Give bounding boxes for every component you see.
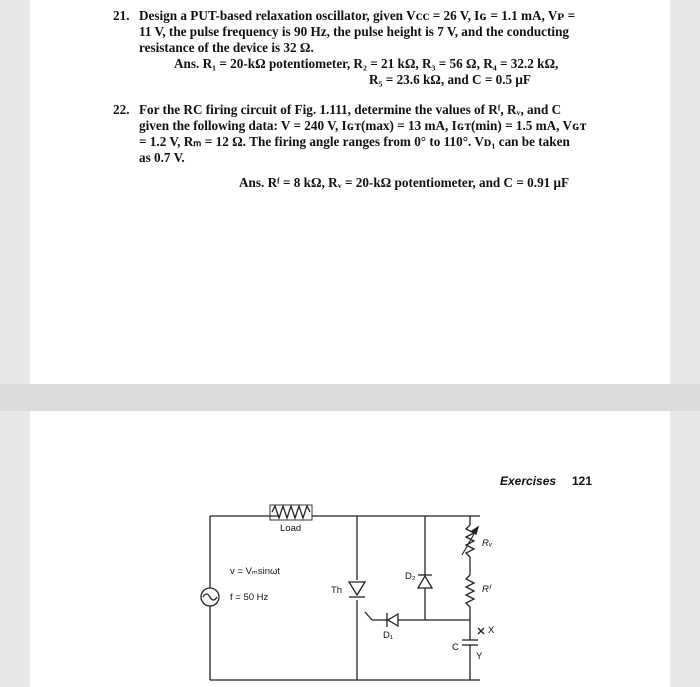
problem-text-line: resistance of the device is 32 Ω. [139,40,314,55]
x-label: X [488,625,495,636]
problem-text-line: 11 V, the pulse frequency is 90 Hz, the pulse height is 7 V, and the conducting [139,24,570,39]
rv-label: Rᵥ [482,538,493,549]
section-title: Exercises [500,474,557,488]
capacitor-label: C [452,642,459,653]
y-label: Y [476,651,483,662]
thyristor-symbol [349,582,365,597]
d1-diode-symbol [387,613,398,627]
problem-text-line: Design a PUT-based relaxation oscillator, given Vᴄᴄ = 26 V, Iɢ = 1.1 mA, Vᴘ = [139,8,576,23]
d2-diode-symbol [418,575,432,588]
d2-label: D₂ [405,571,416,582]
d1-label: D₁ [383,630,394,641]
rf-resistor [466,575,474,607]
problem-number: 22. [113,102,130,117]
problem-number: 21. [113,8,130,23]
gate-lead [365,612,372,620]
load-label: Load [280,523,302,534]
answer-line: Ans. R₁ = 20-kΩ potentiometer, R₂ = 21 kΩ, R₃ = 56 Ω, R₄ = 32.2 kΩ, [174,56,559,71]
answer-line: Ans. Rᶠ = 8 kΩ, Rᵥ = 20-kΩ potentiometer, and C = 0.91 μF [239,175,570,190]
problem-text-line: For the RC firing circuit of Fig. 1.111, determine the values of Rᶠ, Rᵥ, and C [139,102,562,117]
page-number: 121 [572,474,593,488]
problem-text-line: given the following data: V = 240 V, Iɢᴛ(max) = 13 mA, Iɢᴛ(min) = 1.5 mA, Vɢᴛ [139,118,587,133]
source-label: v = Vₘsinωt [230,566,281,577]
answer-line: R₅ = 23.6 kΩ, and C = 0.5 μF [369,72,531,87]
rf-label: Rᶠ [482,584,491,595]
problem-text-line: = 1.2 V, Rₘ = 12 Ω. The firing angle ranges from 0° to 110°. Vᴅ₁ can be taken [139,134,570,149]
problem-text-line: as 0.7 V. [139,150,185,165]
thyristor-label: Th [331,585,343,596]
frequency-label: f = 50 Hz [230,592,269,603]
